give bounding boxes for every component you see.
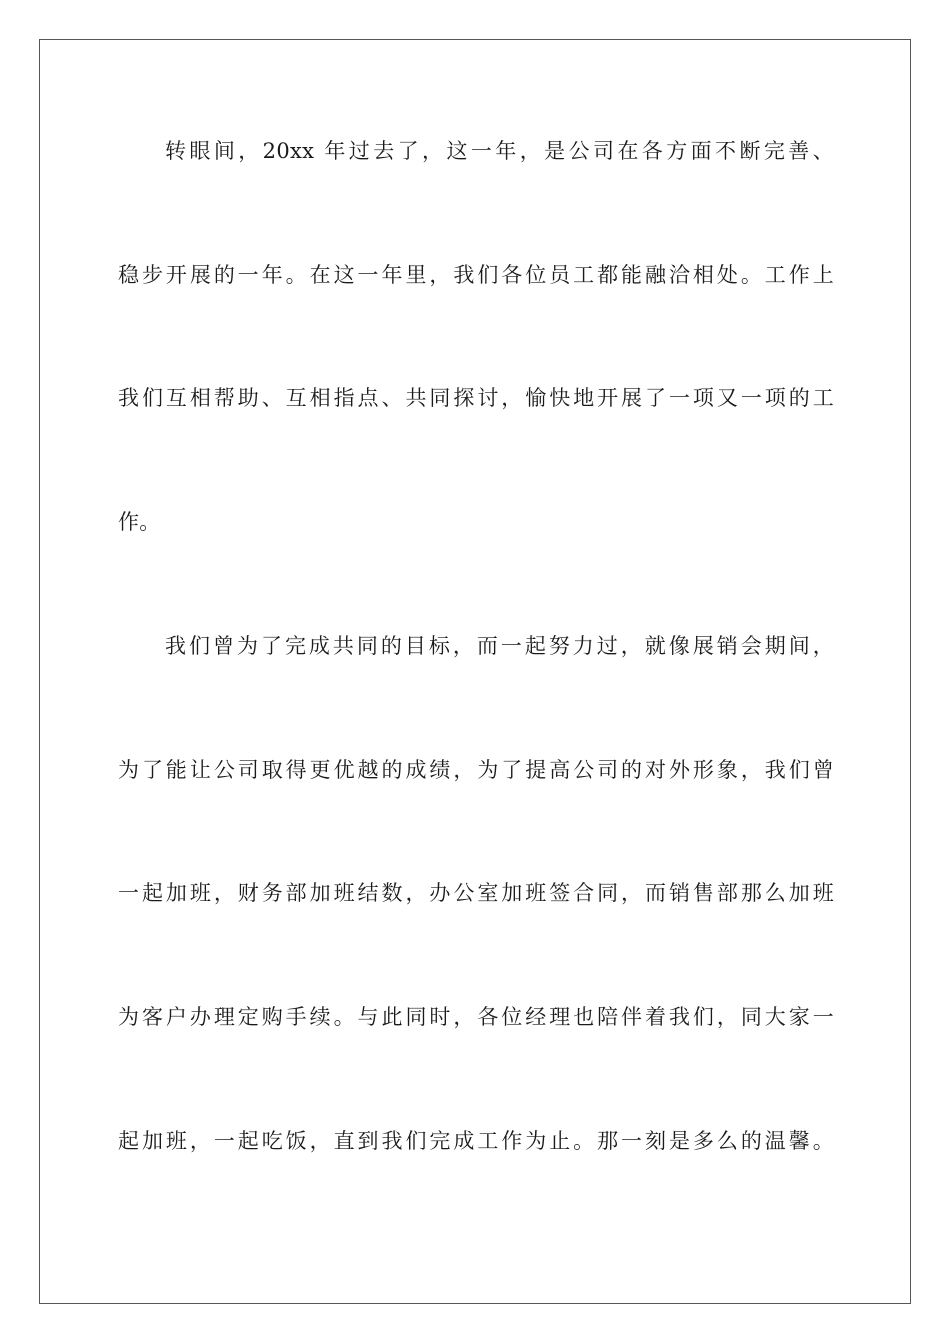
text-line: 我们互相帮助、互相指点、共同探讨，愉快地开展了一项又一项的工	[118, 386, 834, 410]
text-line: 作。	[118, 510, 161, 534]
text-line: 起加班，一起吃饭，直到我们完成工作为止。那一刻是多么的温馨。	[118, 1129, 834, 1153]
text-line: 我们曾为了完成共同的目标，而一起努力过，就像展销会期间，	[165, 634, 834, 658]
text-line: 转眼间，20xx 年过去了，这一年，是公司在各方面不断完善、	[165, 139, 834, 163]
text-line: 一起加班，财务部加班结数，办公室加班签合同，而销售部那么加班	[118, 881, 834, 905]
text-line: 为客户办理定购手续。与此同时，各位经理也陪伴着我们，同大家一	[118, 1005, 834, 1029]
text-line: 为了能让公司取得更优越的成绩，为了提高公司的对外形象，我们曾	[118, 758, 834, 782]
text-line: 稳步开展的一年。在这一年里，我们各位员工都能融洽相处。工作上	[118, 263, 834, 287]
page-frame	[39, 39, 911, 1304]
